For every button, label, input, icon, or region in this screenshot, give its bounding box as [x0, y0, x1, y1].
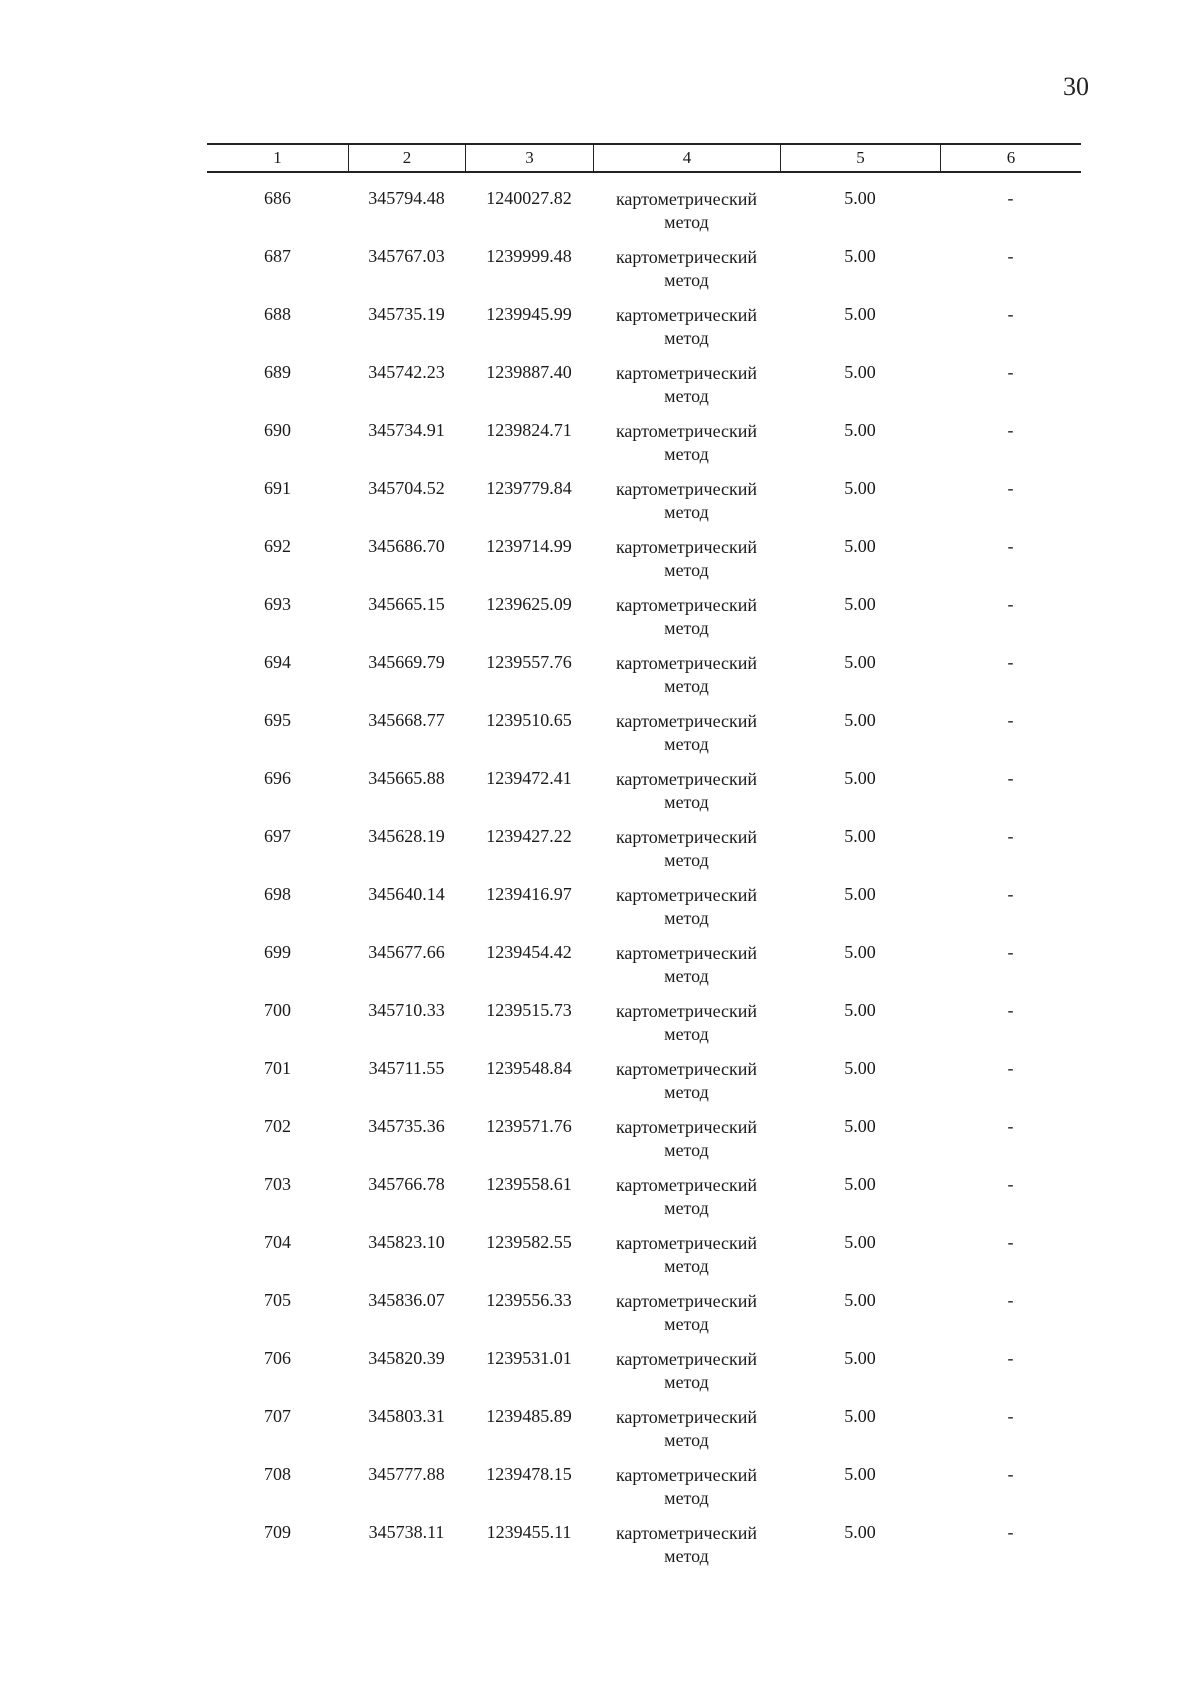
method-line2: метод: [664, 1372, 709, 1392]
table-row: [207, 536, 1081, 594]
coordinate-x: 345665.15: [368, 594, 445, 614]
method-cell: [593, 1116, 780, 1162]
precision-value: 5.00: [844, 1116, 876, 1136]
table-row: [207, 884, 1081, 942]
point-number: 704: [264, 1232, 291, 1252]
method-line1: картометрический: [615, 1117, 758, 1137]
point-number: 703: [264, 1174, 291, 1194]
coordinate-y: 1239485.89: [486, 1406, 572, 1426]
header-cell: 5: [780, 145, 940, 171]
coordinate-y: 1239558.61: [486, 1174, 572, 1194]
point-number: 708: [264, 1464, 291, 1484]
precision-value: 5.00: [844, 768, 876, 788]
method-cell: [593, 1290, 780, 1336]
method-line2: метод: [664, 1082, 709, 1102]
note-dash: -: [1007, 246, 1014, 266]
point-number: 699: [264, 942, 291, 962]
method-line1: картометрический: [615, 1291, 758, 1311]
method-line1: картометрический: [615, 943, 758, 963]
coordinate-x: 345742.23: [368, 362, 445, 382]
coordinate-y: 1239531.01: [486, 1348, 572, 1368]
note-dash: -: [1007, 768, 1014, 788]
precision-value: 5.00: [844, 1000, 876, 1020]
coordinate-y: 1239945.99: [486, 304, 572, 324]
coordinate-y: 1239887.40: [486, 362, 572, 382]
method-line1: картометрический: [615, 595, 758, 615]
note-dash: -: [1007, 478, 1014, 498]
method-cell: [593, 536, 780, 582]
table-row: [207, 1464, 1081, 1522]
table-row: [207, 1406, 1081, 1464]
coordinate-x: 345823.10: [368, 1232, 445, 1252]
coordinate-y: 1239510.65: [486, 710, 572, 730]
method-line2: метод: [664, 1198, 709, 1218]
point-number: 687: [264, 246, 291, 266]
method-cell: [593, 1174, 780, 1220]
point-number: 697: [264, 826, 291, 846]
method-line1: картометрический: [615, 885, 758, 905]
note-dash: -: [1007, 1348, 1014, 1368]
method-cell: [593, 884, 780, 930]
table-body: [207, 188, 1081, 1580]
table-header: [207, 143, 1081, 173]
method-line2: метод: [664, 966, 709, 986]
table-row: [207, 768, 1081, 826]
coordinate-x: 345735.36: [368, 1116, 445, 1136]
precision-value: 5.00: [844, 826, 876, 846]
note-dash: -: [1007, 188, 1014, 208]
precision-value: 5.00: [844, 710, 876, 730]
coordinate-x: 345766.78: [368, 1174, 445, 1194]
header-cell: 3: [465, 145, 593, 171]
note-dash: -: [1007, 594, 1014, 614]
precision-value: 5.00: [844, 1406, 876, 1426]
table-row: [207, 304, 1081, 362]
precision-value: 5.00: [844, 1464, 876, 1484]
note-dash: -: [1007, 826, 1014, 846]
coordinate-x: 345668.77: [368, 710, 445, 730]
coordinate-x: 345803.31: [368, 1406, 445, 1426]
note-dash: -: [1007, 1116, 1014, 1136]
point-number: 693: [264, 594, 291, 614]
note-dash: -: [1007, 362, 1014, 382]
table-row: [207, 362, 1081, 420]
precision-value: 5.00: [844, 884, 876, 904]
method-line1: картометрический: [615, 1407, 758, 1427]
table-row: [207, 826, 1081, 884]
method-line2: метод: [664, 792, 709, 812]
precision-value: 5.00: [844, 942, 876, 962]
coordinate-y: 1239427.22: [486, 826, 572, 846]
method-line1: картометрический: [615, 537, 758, 557]
table-row: [207, 710, 1081, 768]
method-cell: [593, 1522, 780, 1568]
method-line1: картометрический: [615, 189, 758, 209]
point-number: 690: [264, 420, 291, 440]
coordinate-x: 345820.39: [368, 1348, 445, 1368]
method-cell: [593, 594, 780, 640]
precision-value: 5.00: [844, 652, 876, 672]
table-row: [207, 1232, 1081, 1290]
precision-value: 5.00: [844, 246, 876, 266]
coordinate-x: 345738.11: [368, 1522, 445, 1542]
coordinate-y: 1240027.82: [486, 188, 572, 208]
note-dash: -: [1007, 1406, 1014, 1426]
method-line2: метод: [664, 676, 709, 696]
coordinate-y: 1239582.55: [486, 1232, 572, 1252]
note-dash: -: [1007, 1522, 1014, 1542]
coordinate-y: 1239478.15: [486, 1464, 572, 1484]
method-line1: картометрический: [615, 363, 758, 383]
point-number: 689: [264, 362, 291, 382]
note-dash: -: [1007, 304, 1014, 324]
coordinate-y: 1239779.84: [486, 478, 572, 498]
coordinate-x: 345777.88: [368, 1464, 445, 1484]
method-line1: картометрический: [615, 479, 758, 499]
method-line2: метод: [664, 444, 709, 464]
point-number: 706: [264, 1348, 291, 1368]
coordinate-x: 345711.55: [368, 1058, 445, 1078]
coordinate-x: 345794.48: [368, 188, 445, 208]
method-line2: метод: [664, 1024, 709, 1044]
method-cell: [593, 1464, 780, 1510]
method-line2: метод: [664, 1256, 709, 1276]
method-cell: [593, 420, 780, 466]
table-row: [207, 478, 1081, 536]
coordinate-y: 1239472.41: [486, 768, 572, 788]
coordinate-x: 345686.70: [368, 536, 445, 556]
precision-value: 5.00: [844, 188, 876, 208]
header-cell: 2: [348, 145, 465, 171]
precision-value: 5.00: [844, 420, 876, 440]
precision-value: 5.00: [844, 1522, 876, 1542]
method-line1: картометрический: [615, 1465, 758, 1485]
method-line2: метод: [664, 1140, 709, 1160]
note-dash: -: [1007, 652, 1014, 672]
method-cell: [593, 768, 780, 814]
method-cell: [593, 188, 780, 234]
note-dash: -: [1007, 1464, 1014, 1484]
coordinate-x: 345710.33: [368, 1000, 445, 1020]
coordinate-y: 1239714.99: [486, 536, 572, 556]
method-cell: [593, 1232, 780, 1278]
table-row: [207, 420, 1081, 478]
method-line2: метод: [664, 1430, 709, 1450]
coordinate-y: 1239824.71: [486, 420, 572, 440]
method-line1: картометрический: [615, 1059, 758, 1079]
method-cell: [593, 710, 780, 756]
precision-value: 5.00: [844, 1232, 876, 1252]
method-line1: картометрический: [615, 1001, 758, 1021]
point-number: 701: [264, 1058, 291, 1078]
precision-value: 5.00: [844, 478, 876, 498]
coordinate-x: 345628.19: [368, 826, 445, 846]
precision-value: 5.00: [844, 304, 876, 324]
method-line1: картометрический: [615, 653, 758, 673]
method-cell: [593, 246, 780, 292]
table-row: [207, 594, 1081, 652]
coordinate-y: 1239557.76: [486, 652, 572, 672]
method-cell: [593, 942, 780, 988]
coordinate-y: 1239625.09: [486, 594, 572, 614]
header-cell: 4: [593, 145, 780, 171]
method-line1: картометрический: [615, 305, 758, 325]
method-line2: метод: [664, 212, 709, 232]
method-cell: [593, 826, 780, 872]
note-dash: -: [1007, 420, 1014, 440]
method-cell: [593, 362, 780, 408]
coordinate-x: 345767.03: [368, 246, 445, 266]
point-number: 694: [264, 652, 291, 672]
coordinate-y: 1239515.73: [486, 1000, 572, 1020]
point-number: 692: [264, 536, 291, 556]
method-cell: [593, 652, 780, 698]
table-row: [207, 1000, 1081, 1058]
point-number: 696: [264, 768, 291, 788]
coordinate-x: 345677.66: [368, 942, 445, 962]
coordinate-x: 345735.19: [368, 304, 445, 324]
point-number: 688: [264, 304, 291, 324]
coordinate-y: 1239999.48: [486, 246, 572, 266]
point-number: 705: [264, 1290, 291, 1310]
coordinate-y: 1239454.42: [486, 942, 572, 962]
table-row: [207, 942, 1081, 1000]
method-line1: картометрический: [615, 421, 758, 441]
note-dash: -: [1007, 1232, 1014, 1252]
method-line2: метод: [664, 1488, 709, 1508]
method-cell: [593, 1058, 780, 1104]
coordinate-x: 345836.07: [368, 1290, 445, 1310]
method-line1: картометрический: [615, 827, 758, 847]
precision-value: 5.00: [844, 1290, 876, 1310]
method-cell: [593, 1000, 780, 1046]
method-line2: метод: [664, 734, 709, 754]
coordinate-y: 1239556.33: [486, 1290, 572, 1310]
table-row: [207, 1348, 1081, 1406]
table-row: [207, 652, 1081, 710]
coordinate-y: 1239416.97: [486, 884, 572, 904]
method-line1: картометрический: [615, 1233, 758, 1253]
note-dash: -: [1007, 884, 1014, 904]
method-line1: картометрический: [615, 247, 758, 267]
method-line2: метод: [664, 386, 709, 406]
method-line1: картометрический: [615, 711, 758, 731]
method-cell: [593, 304, 780, 350]
table-row: [207, 1174, 1081, 1232]
method-line2: метод: [664, 270, 709, 290]
method-line2: метод: [664, 618, 709, 638]
coordinate-y: 1239571.76: [486, 1116, 572, 1136]
note-dash: -: [1007, 1174, 1014, 1194]
point-number: 698: [264, 884, 291, 904]
table-row: [207, 188, 1081, 246]
method-line1: картометрический: [615, 1175, 758, 1195]
precision-value: 5.00: [844, 1058, 876, 1078]
point-number: 695: [264, 710, 291, 730]
table-row: [207, 1522, 1081, 1580]
note-dash: -: [1007, 942, 1014, 962]
point-number: 702: [264, 1116, 291, 1136]
method-line2: метод: [664, 560, 709, 580]
method-line1: картометрический: [615, 769, 758, 789]
note-dash: -: [1007, 1000, 1014, 1020]
table-row: [207, 1290, 1081, 1348]
coordinate-y: 1239548.84: [486, 1058, 572, 1078]
note-dash: -: [1007, 710, 1014, 730]
coordinate-x: 345704.52: [368, 478, 445, 498]
method-line2: метод: [664, 908, 709, 928]
coordinate-y: 1239455.11: [486, 1522, 572, 1542]
method-line1: картометрический: [615, 1523, 758, 1543]
method-line2: метод: [664, 502, 709, 522]
method-cell: [593, 1348, 780, 1394]
page-number: 30: [1063, 72, 1089, 101]
table-row: [207, 1116, 1081, 1174]
method-cell: [593, 1406, 780, 1452]
precision-value: 5.00: [844, 1348, 876, 1368]
precision-value: 5.00: [844, 362, 876, 382]
coordinate-x: 345669.79: [368, 652, 445, 672]
method-line2: метод: [664, 328, 709, 348]
header-cell: 6: [940, 145, 1081, 171]
point-number: 709: [264, 1522, 291, 1542]
header-cell: 1: [273, 148, 282, 167]
note-dash: -: [1007, 1290, 1014, 1310]
point-number: 700: [264, 1000, 291, 1020]
method-line2: метод: [664, 850, 709, 870]
note-dash: -: [1007, 536, 1014, 556]
table-row: [207, 1058, 1081, 1116]
coordinate-x: 345640.14: [368, 884, 445, 904]
note-dash: -: [1007, 1058, 1014, 1078]
method-line2: метод: [664, 1314, 709, 1334]
point-number: 691: [264, 478, 291, 498]
precision-value: 5.00: [844, 536, 876, 556]
precision-value: 5.00: [844, 1174, 876, 1194]
point-number: 707: [264, 1406, 291, 1426]
precision-value: 5.00: [844, 594, 876, 614]
coordinate-x: 345734.91: [368, 420, 445, 440]
method-cell: [593, 478, 780, 524]
method-line2: метод: [664, 1546, 709, 1566]
method-line1: картометрический: [615, 1349, 758, 1369]
table-row: [207, 246, 1081, 304]
coordinate-x: 345665.88: [368, 768, 445, 788]
point-number: 686: [264, 188, 291, 208]
